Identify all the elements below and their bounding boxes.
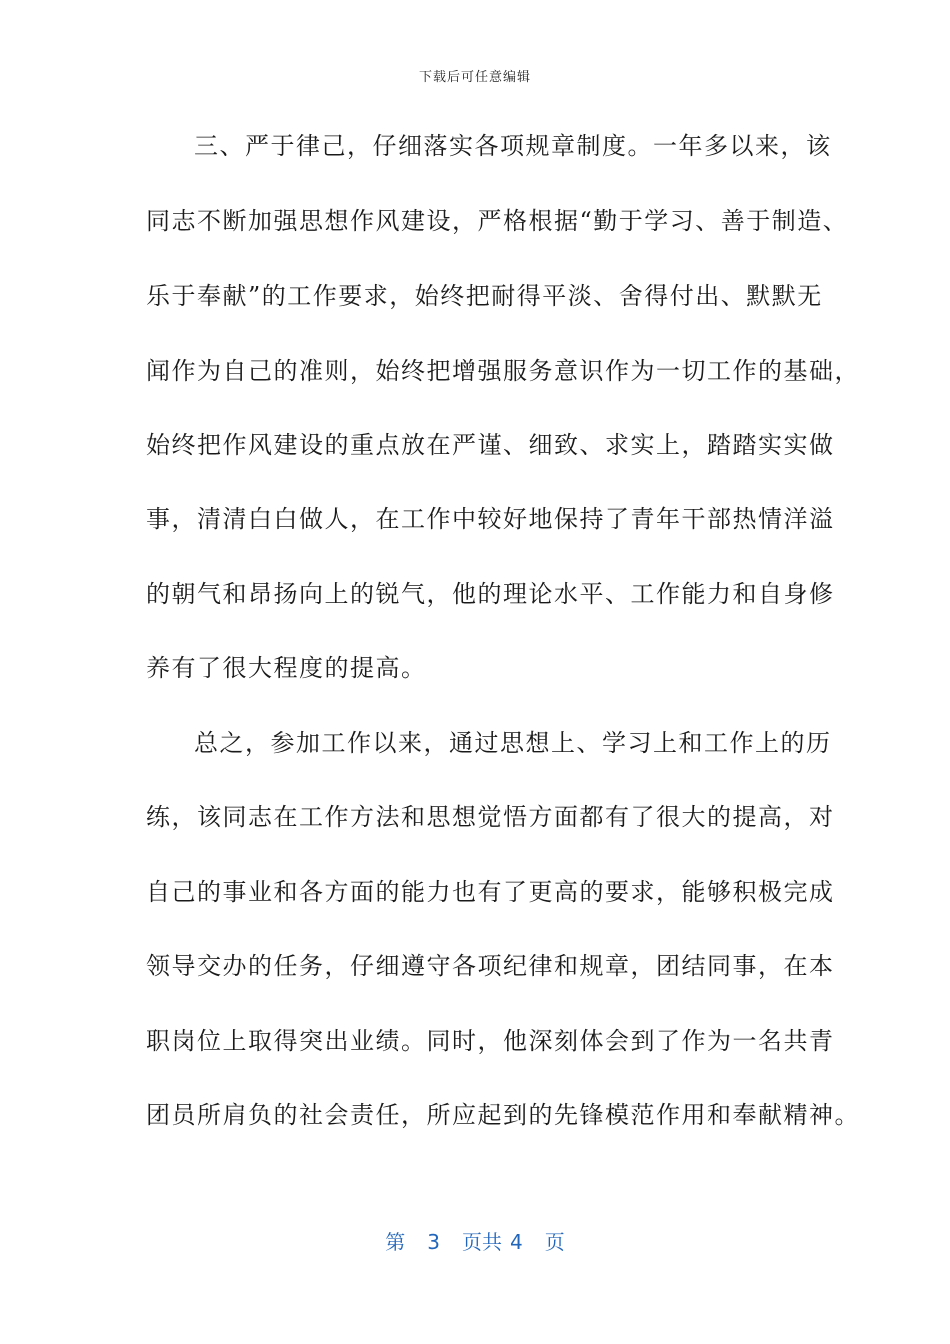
paragraph-line: 养有了很大程度的提高。 <box>146 654 427 682</box>
paragraph-line: 自己的事业和各方面的能力也有了更高的要求，能够积极完成 <box>146 878 835 906</box>
footer-suffix: 页 <box>544 1230 565 1254</box>
paragraph-line: 总之，参加工作以来，通过思想上、学习上和工作上的历 <box>194 729 832 757</box>
paragraph-line: 职岗位上取得突出业绩。同时，他深刻体会到了作为一名共青 <box>146 1027 835 1055</box>
paragraph-line: 闻作为自己的准则，始终把增强服务意识作为一切工作的基础， <box>146 357 860 385</box>
paragraph-line: 练，该同志在工作方法和思想觉悟方面都有了很大的提高，对 <box>146 803 835 831</box>
paragraph-line: 领导交办的任务，仔细遵守各项纪律和规章，团结同事，在本 <box>146 952 835 980</box>
footer-current-page: 3 <box>427 1230 440 1254</box>
paragraph-line: 乐于奉献”的工作要求，始终把耐得平淡、舍得付出、默默无 <box>146 282 823 310</box>
paragraph-line: 始终把作风建设的重点放在严谨、细致、求实上，踏踏实实做 <box>146 431 835 459</box>
page-footer <box>0 1226 950 1255</box>
footer-prefix: 第 <box>385 1230 406 1254</box>
paragraph-line: 同志不断加强思想作风建设，严格根据“勤于学习、善于制造、 <box>146 207 849 235</box>
footer-middle: 页共 <box>462 1230 502 1254</box>
paragraph-line: 的朝气和昂扬向上的锐气，他的理论水平、工作能力和自身修 <box>146 580 835 608</box>
paragraph-line: 团员所肩负的社会责任，所应起到的先锋模范作用和奉献精神。 <box>146 1101 860 1129</box>
paragraph-line: 三、严于律己，仔细落实各项规章制度。一年多以来，该 <box>194 132 832 160</box>
footer-total-pages: 4 <box>510 1230 523 1254</box>
paragraph-line: 事，清清白白做人，在工作中较好地保持了青年干部热情洋溢 <box>146 505 835 533</box>
page-header-note: 下载后可任意编辑 <box>418 70 531 85</box>
